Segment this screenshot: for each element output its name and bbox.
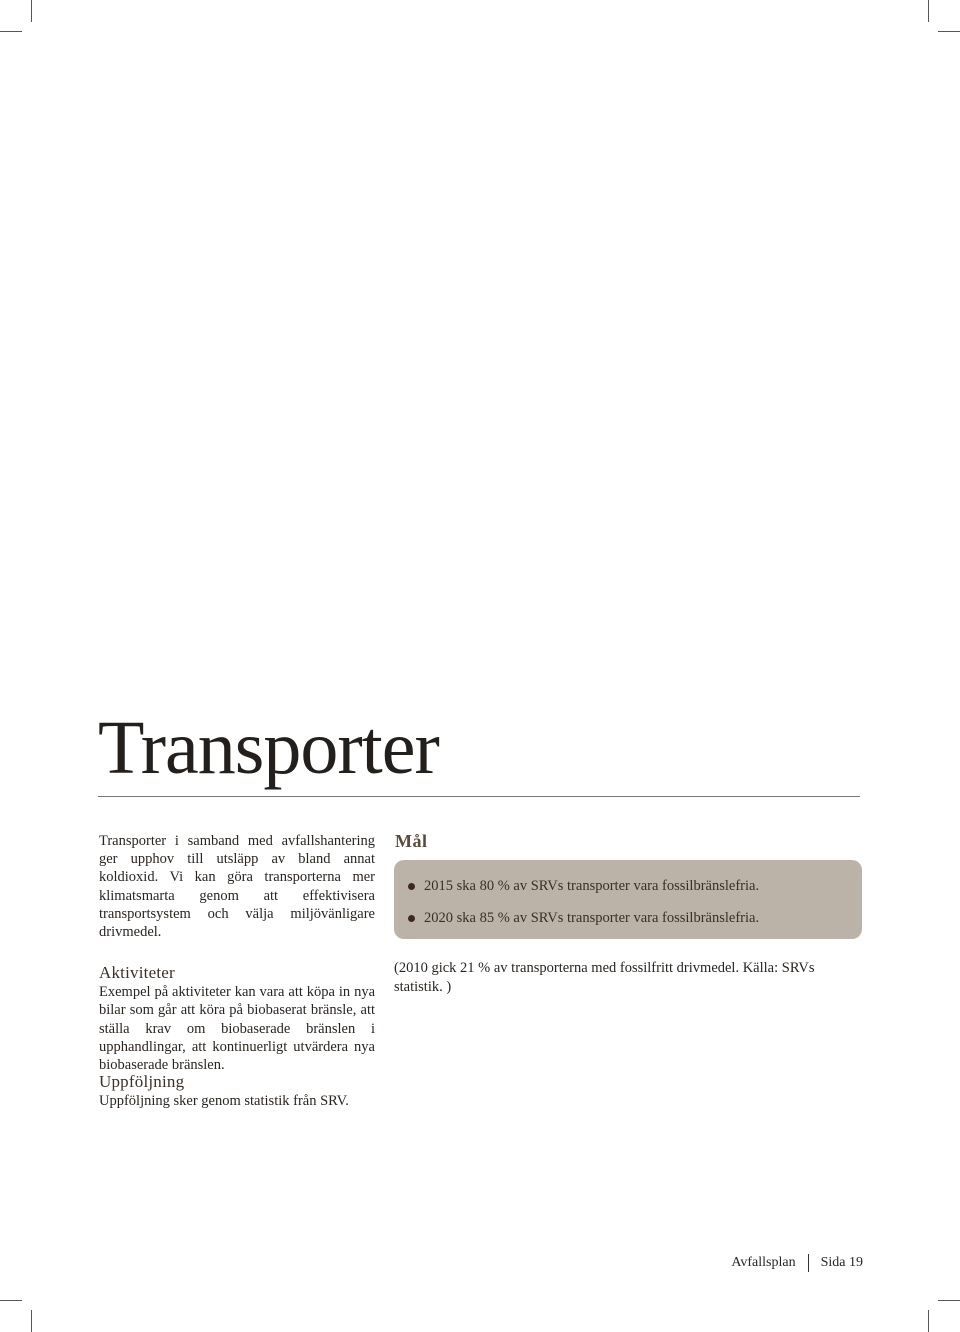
goal-text: 2015 ska 80 % av SRVs transporter vara fossilbränslefria. xyxy=(424,878,760,894)
mal-section xyxy=(394,830,862,1012)
footer-separator xyxy=(808,1254,809,1272)
mal-heading: Mål xyxy=(395,831,428,851)
title-divider xyxy=(98,796,860,797)
footer-page-number: Sida 19 xyxy=(820,1255,863,1270)
uppfoljning-paragraph: Uppföljning sker genom statistik från SRV. xyxy=(99,1093,349,1109)
bullet-icon xyxy=(408,915,415,922)
aktiviteter-heading: Aktiviteter xyxy=(99,963,175,983)
page-footer xyxy=(731,1254,863,1272)
goal-text: 2020 ska 85 % av SRVs transporter vara fossilbränslefria. xyxy=(424,910,760,926)
goal-item xyxy=(408,909,848,927)
bullet-icon xyxy=(408,883,415,890)
crop-mark xyxy=(31,1310,32,1332)
aktiviteter-paragraph: Exempel på aktiviteter kan vara att köpa in nya bilar som går att köra på biobaserat bränsle, att ställa krav om biobaserade bränslen i upphandlingar, att kontinuerligt utvärdera nya biobaserade bränslen. xyxy=(99,984,375,1074)
crop-mark xyxy=(0,31,22,32)
crop-mark xyxy=(938,1300,960,1301)
footer-doc-name: Avfallsplan xyxy=(731,1255,796,1270)
crop-mark xyxy=(0,1300,22,1301)
crop-mark xyxy=(928,0,929,22)
crop-mark xyxy=(938,31,960,32)
uppfoljning-section xyxy=(99,1072,499,1110)
crop-mark xyxy=(928,1310,929,1332)
goal-box xyxy=(394,860,862,939)
crop-mark xyxy=(31,0,32,22)
goal-item xyxy=(408,877,848,895)
intro-paragraph: Transporter i samband med avfallshantering ger upphov till utsläpp av bland annat koldioxid. Vi kan göra transporterna mer klimatsmarta genom att effektivisera transportsystem och välja miljövänligare drivmedel. xyxy=(99,833,375,941)
uppfoljning-heading: Uppföljning xyxy=(99,1072,185,1091)
page-title: Transporter xyxy=(98,706,439,790)
mal-note: (2010 gick 21 % av transporterna med fossilfritt drivmedel. Källa: SRVs statistik. ) xyxy=(394,960,815,995)
left-column xyxy=(99,832,375,1074)
